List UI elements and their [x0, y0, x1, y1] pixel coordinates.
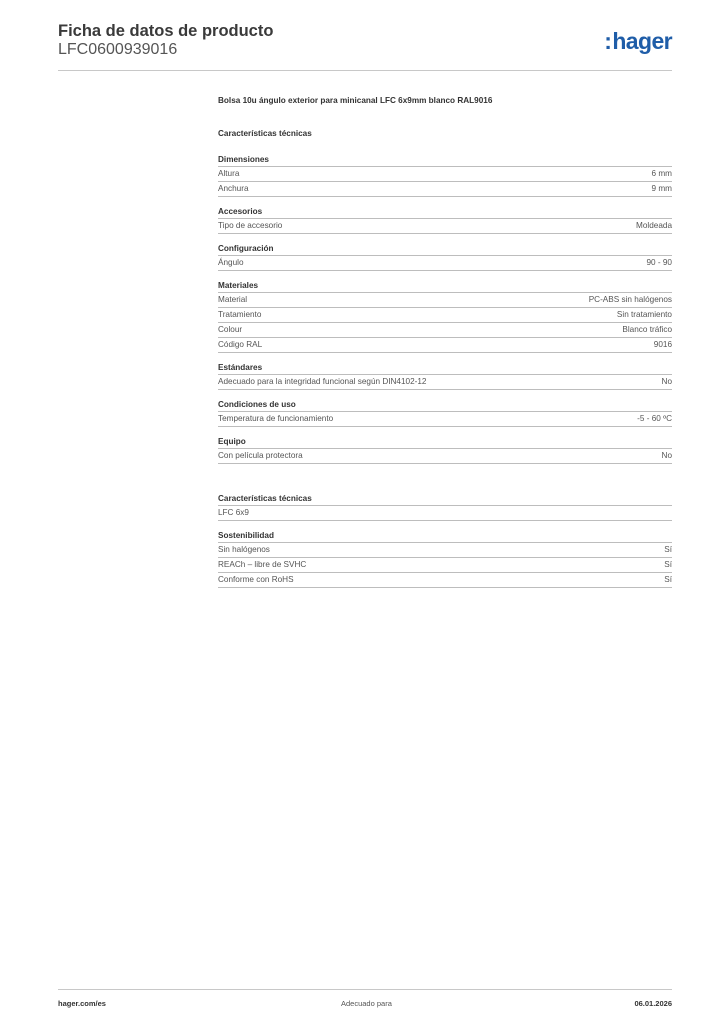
- spec-row: [218, 573, 672, 588]
- spec-label: Colour: [218, 325, 243, 334]
- spec-value: No: [661, 377, 672, 386]
- spec-value: PC-ABS sin halógenos: [588, 295, 672, 304]
- group-title: Accesorios: [218, 207, 672, 219]
- spec-value: Moldeada: [636, 221, 672, 230]
- document-title: Ficha de datos de producto: [58, 22, 274, 40]
- spec-value: 9016: [653, 340, 672, 349]
- spec-row: [218, 338, 672, 353]
- spec-label: Adecuado para la integridad funcional según DIN4102-12: [218, 377, 427, 386]
- group-title: Materiales: [218, 281, 672, 293]
- spec-label: Tipo de accesorio: [218, 221, 283, 230]
- spec-value: Sin tratamiento: [616, 310, 672, 319]
- group-title: Configuración: [218, 244, 672, 256]
- spec-group: [218, 531, 672, 588]
- group-title: Equipo: [218, 437, 672, 449]
- spec-group: [218, 244, 672, 271]
- spec-label: Ángulo: [218, 258, 244, 267]
- spec-group: [218, 363, 672, 390]
- spacer: [218, 474, 672, 494]
- spec-row: [218, 375, 672, 390]
- product-title: Bolsa 10u ángulo exterior para minicanal LFC 6x9mm blanco RAL9016: [218, 96, 493, 105]
- spec-groups-secondary: [218, 494, 672, 588]
- spec-row: [218, 412, 672, 427]
- spec-row: [218, 543, 672, 558]
- footer-middle: Adecuado para: [341, 999, 392, 1008]
- page-header: [58, 20, 672, 71]
- spec-group: [218, 155, 672, 197]
- spec-row: [218, 182, 672, 197]
- spec-label: Código RAL: [218, 340, 263, 349]
- footer-website: hager.com/es: [58, 999, 106, 1008]
- spec-label: Con película protectora: [218, 451, 303, 460]
- spec-label: Conforme con RoHS: [218, 575, 294, 584]
- spec-label: Temperatura de funcionamiento: [218, 414, 334, 423]
- spec-label: Altura: [218, 169, 240, 178]
- group-title: Dimensiones: [218, 155, 672, 167]
- group-title: Características técnicas: [218, 494, 672, 506]
- spec-group: [218, 494, 672, 521]
- spec-value: Sí: [664, 560, 672, 569]
- spec-row: [218, 256, 672, 271]
- spec-value: No: [661, 451, 672, 460]
- footer-date: 06.01.2026: [634, 999, 672, 1008]
- spec-label: Material: [218, 295, 248, 304]
- product-code: LFC0600939016: [58, 41, 178, 58]
- spec-label: REACh – libre de SVHC: [218, 560, 307, 569]
- spec-group: [218, 207, 672, 234]
- spec-content: [218, 96, 672, 598]
- spec-row: [218, 219, 672, 234]
- spec-value: -5 - 60 ºC: [637, 414, 672, 423]
- spec-value: 9 mm: [651, 184, 672, 193]
- spec-group: [218, 281, 672, 353]
- group-title: Condiciones de uso: [218, 400, 672, 412]
- hager-logo: :hager: [604, 28, 672, 54]
- section-title: Características técnicas: [218, 129, 312, 138]
- spec-row: [218, 167, 672, 182]
- spec-row: [218, 293, 672, 308]
- spec-label: Tratamiento: [218, 310, 262, 319]
- spec-label: Anchura: [218, 184, 249, 193]
- spec-label: LFC 6x9: [218, 508, 249, 517]
- spec-row: [218, 308, 672, 323]
- spec-groups: [218, 155, 672, 464]
- spec-group: [218, 437, 672, 464]
- spec-value: Sí: [664, 575, 672, 584]
- spec-value: 6 mm: [651, 169, 672, 178]
- spec-row: [218, 449, 672, 464]
- logo-text: hager: [612, 28, 672, 54]
- spec-row: [218, 506, 672, 521]
- spec-group: [218, 400, 672, 427]
- spec-value: Sí: [664, 545, 672, 554]
- group-title: Sostenibilidad: [218, 531, 672, 543]
- spec-value: 90 - 90: [646, 258, 672, 267]
- spec-value: Blanco tráfico: [622, 325, 672, 334]
- group-title: Estándares: [218, 363, 672, 375]
- spec-row: [218, 558, 672, 573]
- page-footer: [58, 989, 672, 1014]
- spec-row: [218, 323, 672, 338]
- spec-label: Sin halógenos: [218, 545, 270, 554]
